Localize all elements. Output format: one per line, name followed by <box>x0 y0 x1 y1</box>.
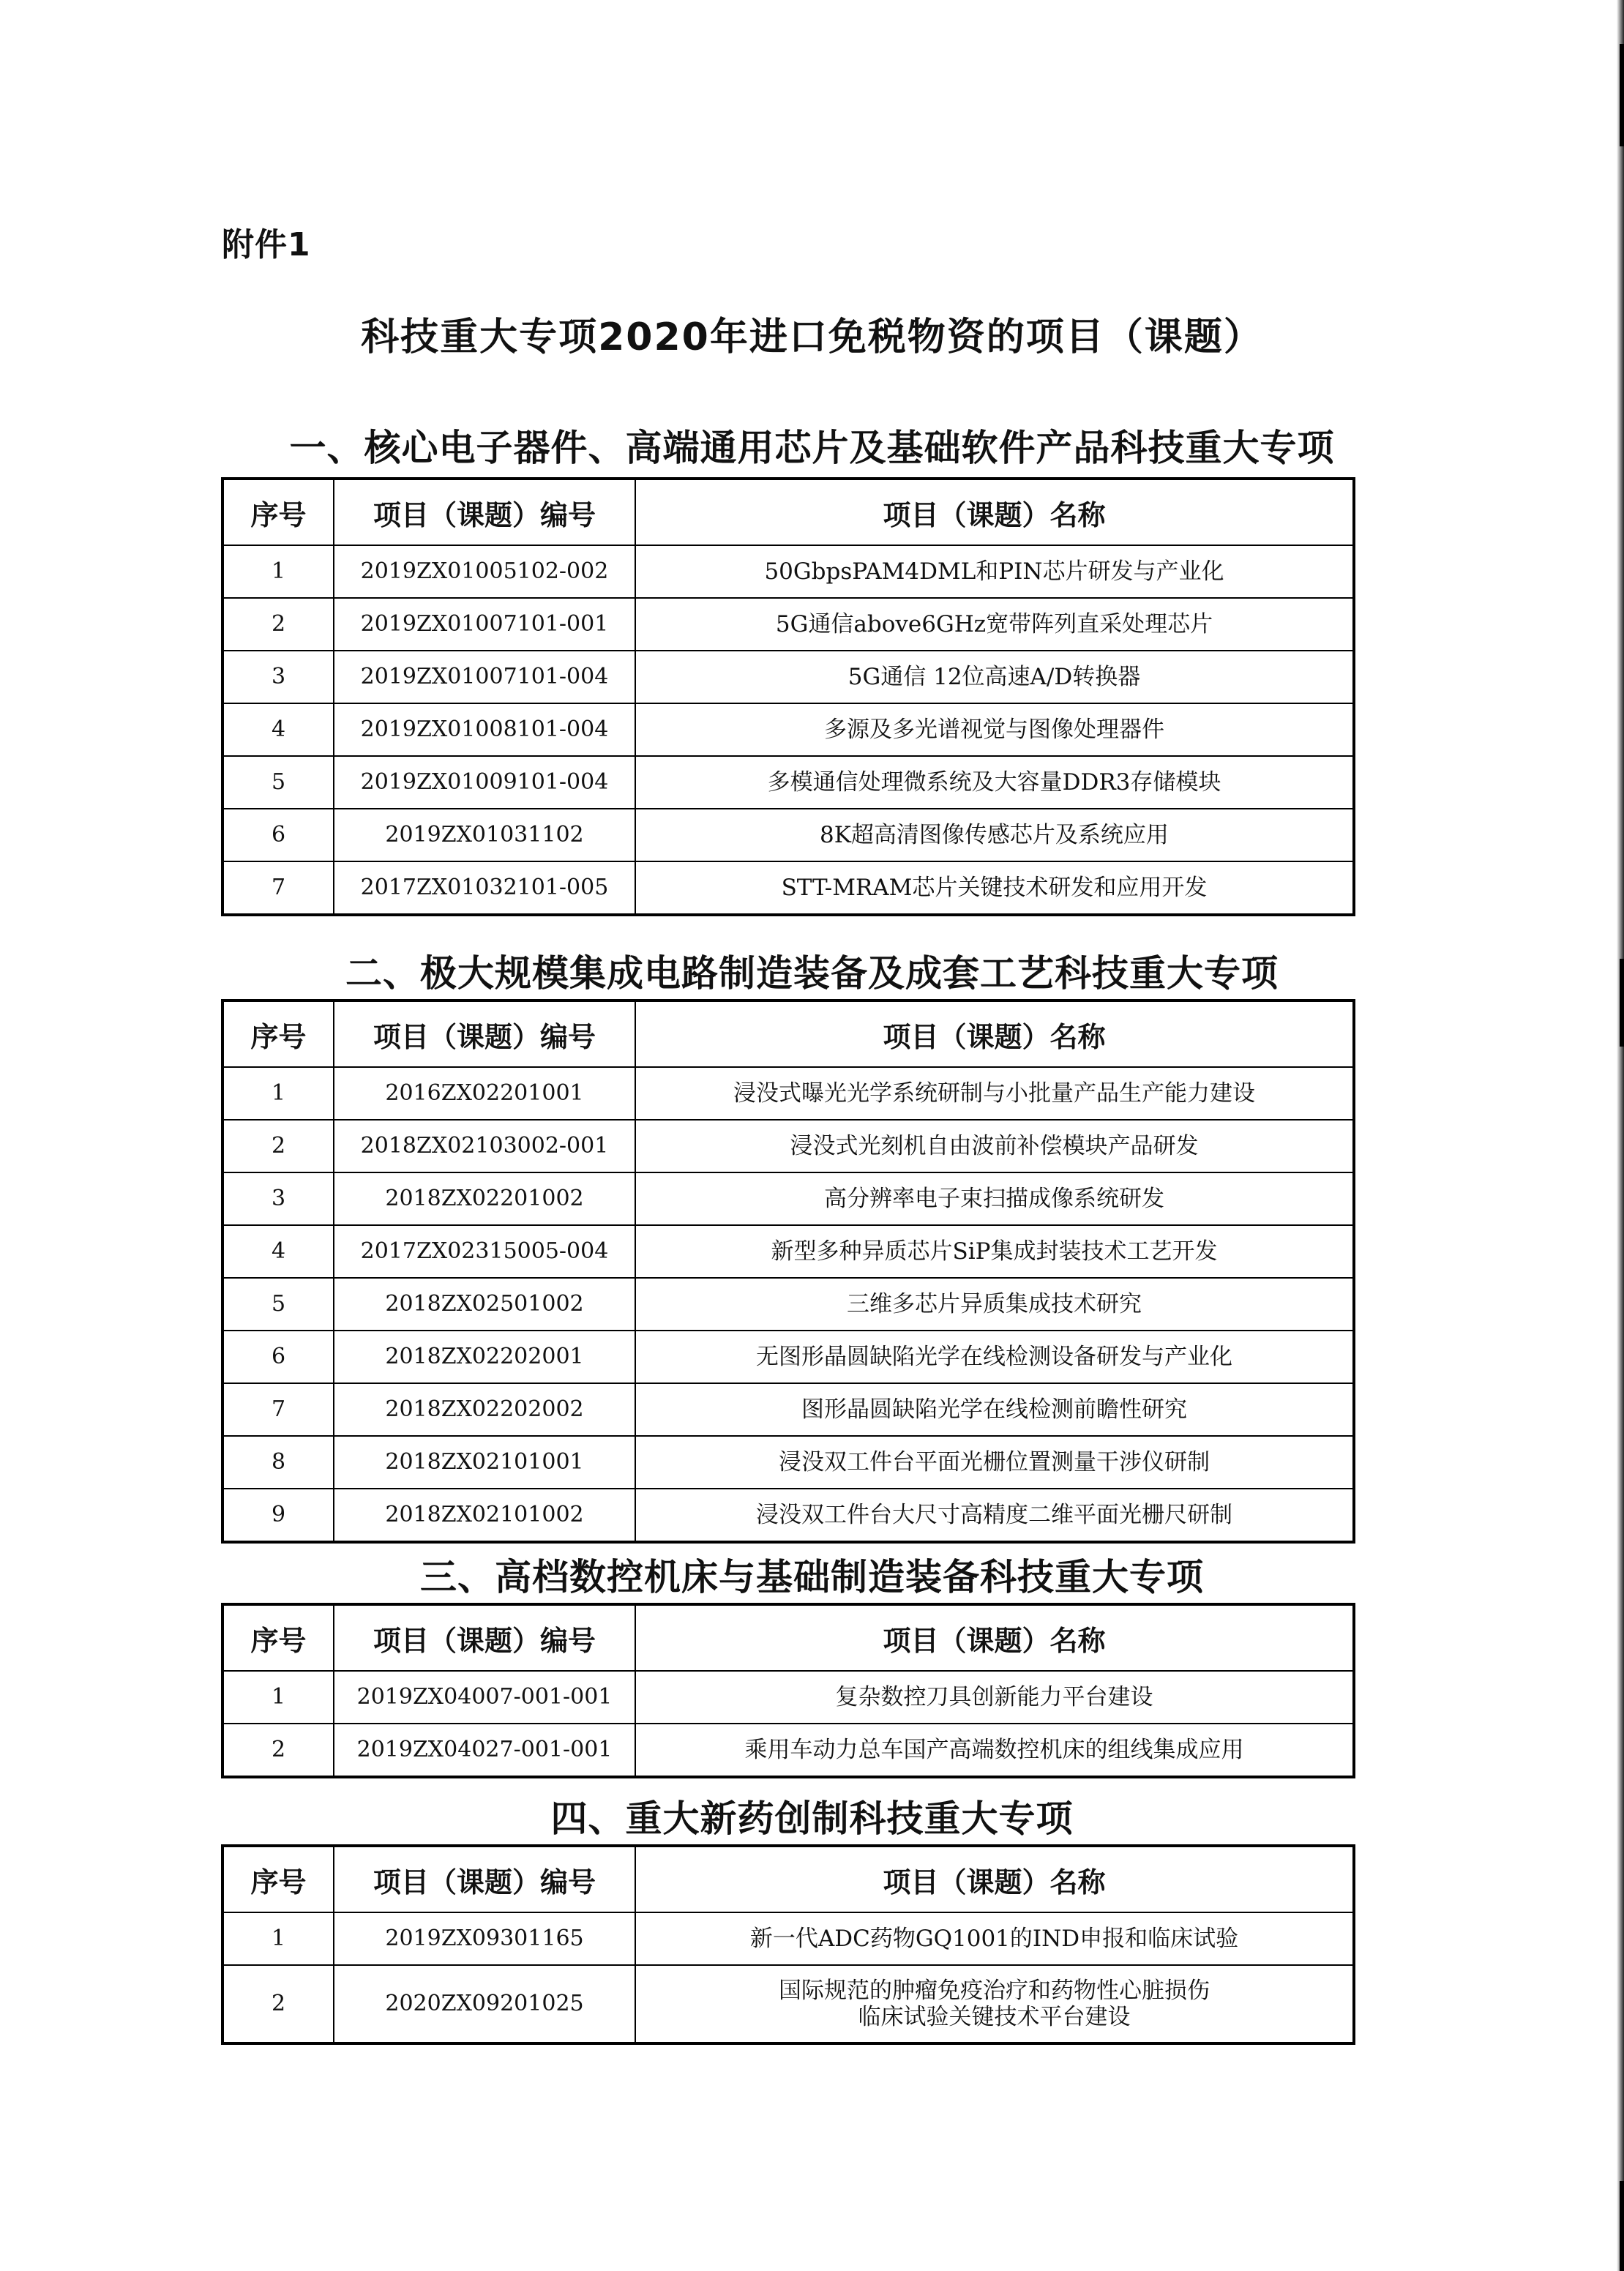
scan-edge-mark <box>1620 2181 1624 2271</box>
section-heading: 二、极大规模集成电路制造装备及成套工艺科技重大专项 <box>345 952 1279 995</box>
row-seq: 2 <box>222 1965 334 2043</box>
table-row <box>222 756 1354 809</box>
table-row <box>222 1120 1354 1172</box>
row-code: 2017ZX02315005-004 <box>334 1225 635 1278</box>
table-row <box>222 1172 1354 1225</box>
table-row <box>222 861 1354 915</box>
row-seq: 7 <box>222 861 334 915</box>
row-seq: 4 <box>222 703 334 756</box>
row-name-line: 临床试验关键技术平台建设 <box>858 2004 1131 2030</box>
section-heading: 一、核心电子器件、高端通用芯片及基础软件产品科技重大专项 <box>289 427 1335 469</box>
row-name: 浸没双工件台平面光栅位置测量干涉仪研制 <box>635 1436 1354 1489</box>
project-table <box>221 1844 1355 2045</box>
row-seq: 1 <box>222 545 334 598</box>
row-seq: 1 <box>222 1067 334 1120</box>
row-name: 新一代ADC药物GQ1001的IND申报和临床试验 <box>635 1912 1354 1965</box>
row-seq: 2 <box>222 1724 334 1777</box>
header-name: 项目（课题）名称 <box>635 1000 1354 1067</box>
row-seq: 6 <box>222 1331 334 1383</box>
row-name: 图形晶圆缺陷光学在线检测前瞻性研究 <box>635 1383 1354 1436</box>
table-row <box>222 1965 1354 2043</box>
section-heading: 三、高档数控机床与基础制造装备科技重大专项 <box>420 1556 1204 1598</box>
project-table <box>221 999 1355 1544</box>
table-header-row <box>222 1000 1354 1067</box>
table-row <box>222 545 1354 598</box>
row-code: 2019ZX04027-001-001 <box>334 1724 635 1777</box>
header-name: 项目（课题）名称 <box>635 479 1354 545</box>
table-row <box>222 1331 1354 1383</box>
row-code: 2019ZX09301165 <box>334 1912 635 1965</box>
header-seq: 序号 <box>222 1000 334 1067</box>
row-name: 乘用车动力总车国产高端数控机床的组线集成应用 <box>635 1724 1354 1777</box>
row-name: 无图形晶圆缺陷光学在线检测设备研发与产业化 <box>635 1331 1354 1383</box>
row-seq: 3 <box>222 1172 334 1225</box>
row-code: 2018ZX02501002 <box>334 1278 635 1331</box>
table-row <box>222 1912 1354 1965</box>
row-code: 2016ZX02201001 <box>334 1067 635 1120</box>
header-name: 项目（课题）名称 <box>635 1604 1354 1671</box>
section-heading: 四、重大新药创制科技重大专项 <box>550 1797 1074 1840</box>
table-row <box>222 809 1354 861</box>
row-code: 2018ZX02101001 <box>334 1436 635 1489</box>
row-name: 多源及多光谱视觉与图像处理器件 <box>635 703 1354 756</box>
header-name: 项目（课题）名称 <box>635 1846 1354 1912</box>
table-row <box>222 1067 1354 1120</box>
header-code: 项目（课题）编号 <box>334 1846 635 1912</box>
row-name: 50GbpsPAM4DML和PIN芯片研发与产业化 <box>635 545 1354 598</box>
row-seq: 5 <box>222 756 334 809</box>
row-name: 高分辨率电子束扫描成像系统研发 <box>635 1172 1354 1225</box>
row-code: 2019ZX01031102 <box>334 809 635 861</box>
row-name <box>635 1965 1354 2043</box>
row-code: 2019ZX01009101-004 <box>334 756 635 809</box>
row-name: 复杂数控刀具创新能力平台建设 <box>635 1671 1354 1724</box>
scan-edge-mark <box>1620 44 1624 146</box>
header-code: 项目（课题）编号 <box>334 1000 635 1067</box>
document-title: 科技重大专项2020年进口免税物资的项目（课题） <box>361 315 1263 359</box>
row-code: 2019ZX01005102-002 <box>334 545 635 598</box>
row-code: 2018ZX02201002 <box>334 1172 635 1225</box>
project-table <box>221 1603 1355 1778</box>
row-seq: 7 <box>222 1383 334 1436</box>
table-row <box>222 1671 1354 1724</box>
row-seq: 2 <box>222 598 334 651</box>
table-row <box>222 598 1354 651</box>
row-code: 2019ZX01007101-004 <box>334 651 635 703</box>
table-row <box>222 1383 1354 1436</box>
row-code: 2018ZX02202001 <box>334 1331 635 1383</box>
header-code: 项目（课题）编号 <box>334 479 635 545</box>
table-row <box>222 1724 1354 1777</box>
row-code: 2019ZX04007-001-001 <box>334 1671 635 1724</box>
row-code: 2019ZX01008101-004 <box>334 703 635 756</box>
row-name: 新型多种异质芯片SiP集成封装技术工艺开发 <box>635 1225 1354 1278</box>
header-seq: 序号 <box>222 479 334 545</box>
row-code: 2018ZX02103002-001 <box>334 1120 635 1172</box>
row-name: 三维多芯片异质集成技术研究 <box>635 1278 1354 1331</box>
table-row <box>222 1489 1354 1542</box>
table-row <box>222 703 1354 756</box>
header-seq: 序号 <box>222 1846 334 1912</box>
row-name: 8K超高清图像传感芯片及系统应用 <box>635 809 1354 861</box>
table-header-row <box>222 1846 1354 1912</box>
table-row <box>222 1225 1354 1278</box>
row-name: 浸没式光刻机自由波前补偿模块产品研发 <box>635 1120 1354 1172</box>
row-name: 浸没式曝光光学系统研制与小批量产品生产能力建设 <box>635 1067 1354 1120</box>
row-code: 2020ZX09201025 <box>334 1965 635 2043</box>
attachment-label: 附件1 <box>222 226 311 263</box>
table-row <box>222 651 1354 703</box>
row-name: 多模通信处理微系统及大容量DDR3存储模块 <box>635 756 1354 809</box>
row-seq: 6 <box>222 809 334 861</box>
row-seq: 9 <box>222 1489 334 1542</box>
row-name: STT-MRAM芯片关键技术研发和应用开发 <box>635 861 1354 915</box>
table-row <box>222 1436 1354 1489</box>
row-seq: 3 <box>222 651 334 703</box>
row-seq: 1 <box>222 1671 334 1724</box>
row-seq: 2 <box>222 1120 334 1172</box>
table-row <box>222 1278 1354 1331</box>
row-seq: 4 <box>222 1225 334 1278</box>
row-seq: 8 <box>222 1436 334 1489</box>
row-code: 2017ZX01032101-005 <box>334 861 635 915</box>
row-name: 5G通信 12位高速A/D转换器 <box>635 651 1354 703</box>
row-name: 5G通信above6GHz宽带阵列直采处理芯片 <box>635 598 1354 651</box>
row-seq: 5 <box>222 1278 334 1331</box>
row-code: 2018ZX02202002 <box>334 1383 635 1436</box>
header-code: 项目（课题）编号 <box>334 1604 635 1671</box>
row-name: 浸没双工件台大尺寸高精度二维平面光栅尺研制 <box>635 1489 1354 1542</box>
row-seq: 1 <box>222 1912 334 1965</box>
table-header-row <box>222 1604 1354 1671</box>
row-name-line: 国际规范的肿瘤免疫治疗和药物性心脏损伤 <box>779 1978 1210 2004</box>
table-header-row <box>222 479 1354 545</box>
header-seq: 序号 <box>222 1604 334 1671</box>
row-code: 2018ZX02101002 <box>334 1489 635 1542</box>
project-table <box>221 477 1355 916</box>
row-code: 2019ZX01007101-001 <box>334 598 635 651</box>
